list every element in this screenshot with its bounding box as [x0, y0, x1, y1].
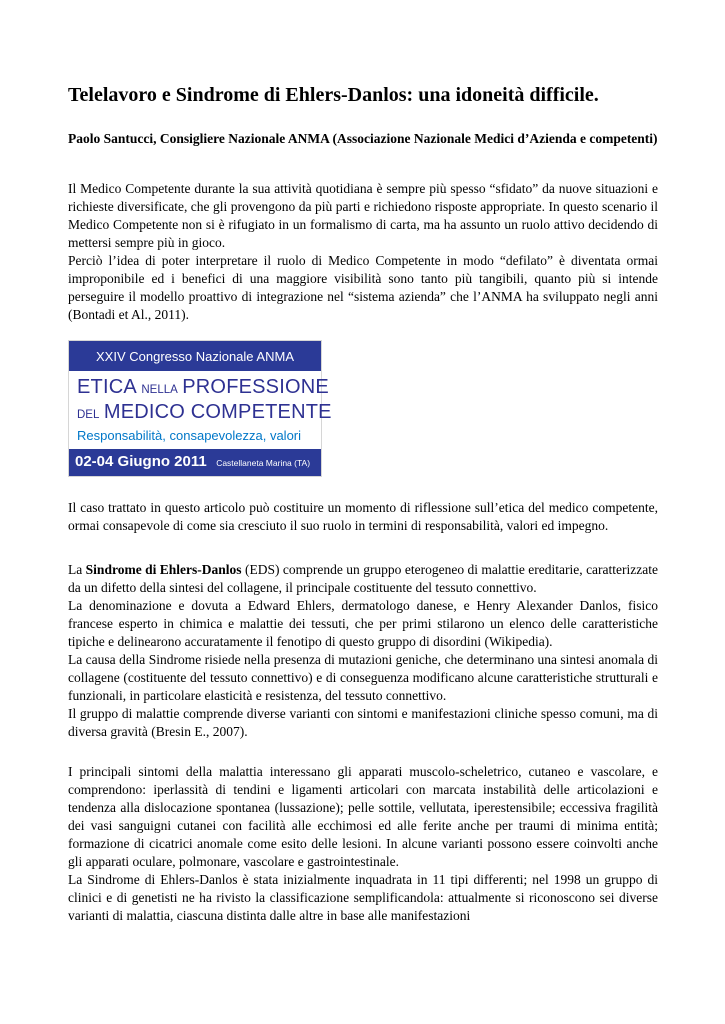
banner-word-etica: ETICA [77, 376, 137, 398]
banner-theme-line2 [77, 401, 332, 426]
banner-subtitle: Responsabilità, consapevolezza, valori [77, 428, 302, 443]
paragraph-1: Il Medico Competente durante la sua attività quotidiana è sempre più spesso “sfidato” da nuove situazioni e richieste diversificate, che gli provengono da più parti e richiedono risposte appropriate. In questo scenario il Medico Competente non si è rifugiato in un formalismo di carta, ma ha assunto un ruolo attivo decidendo di mettersi sempre più in gioco. [68, 181, 658, 250]
paragraph-8: I principali sintomi della malattia interessano gli apparati muscolo-scheletrico, cutaneo e vascolare, e comprendono: iperlassità di tendini e ligamenti articolari con marcata instabilità delle articolazioni e tendenza alla dislocazione spontanea (lussazione); pelle sottile, vellutata, iperestensibile; eccessiva fragilità dei vasi sanguigni cutanei con facilità alle ecchimosi ed alle ferite anche per traumi di minima entità; formazione di cicatrici anomale come esito delle lesioni. In alcune varianti possono essere coinvolti anche gli apparati oculare, polmonare, vascolare e gastrointestinale. [68, 764, 658, 869]
paragraph-4 [68, 561, 658, 597]
paragraph-7: Il gruppo di malattie comprende diverse varianti con sintomi e manifestazioni cliniche spesso comuni, ma di diversa gravità (Bresin E., 2007). [68, 706, 658, 739]
eds-definition-block [68, 561, 658, 741]
author-byline: Paolo Santucci, Consigliere Nazionale ANMA (Associazione Nazionale Medici d’Azienda e competenti) [68, 131, 658, 146]
banner-word-professione: PROFESSIONE [182, 376, 329, 398]
congress-banner [68, 340, 332, 477]
banner-congress-name: XXIV Congresso Nazionale ANMA [69, 341, 321, 371]
banner-location: Castellaneta Marina (TA) [216, 458, 311, 468]
banner-date: 02-04 Giugno 2011 [75, 453, 207, 470]
paragraph-4-prefix: La [68, 562, 86, 577]
banner-word-nella: NELLA [141, 384, 178, 396]
document-title: Telelavoro e Sindrome di Ehlers-Danlos: una idoneità difficile. [68, 84, 599, 106]
paragraph-5: La denominazione e dovuta a Edward Ehlers, dermatologo danese, e Henry Alexander Danlos, fisico francese esperto in chimica e malattie dei tessuti, che per primi stilarono un elenco delle caratteristiche tipiche e delinearono accuratamente il fenotipo di questo gruppo di disordini (Wikipedia). [68, 598, 658, 649]
intro-block [68, 180, 658, 324]
symptoms-block [68, 763, 658, 925]
paragraph-2: Perciò l’idea di poter interpretare il ruolo di Medico Competente in modo “defilato” è diventata ormai improponibile ed i benefici di una maggiore visibilità sono tanto più tangibili, quanto più si intende perseguire il modello proattivo di integrazione nel “sistema azienda” che l’ANMA ha sviluppato negli anni (Bontadi et Al., 2011). [68, 253, 658, 322]
paragraph-3: Il caso trattato in questo articolo può costituire un momento di riflessione sull’etica del medico competente, ormai consapevole di come sia cresciuto il suo ruolo in termini di responsabilità, valori ed impegno. [68, 500, 658, 533]
paragraph-6: La causa della Sindrome risiede nella presenza di mutazioni geniche, che determinano una sintesi anomala di collagene (costituente del tessuto connettivo) e di conseguenza modificano alcune caratteristiche strutturali e funzionali, in particolare elasticità e resistenza, del tessuto connettivo. [68, 652, 658, 703]
banner-word-del: DEL [77, 409, 100, 421]
paragraph-9: La Sindrome di Ehlers-Danlos è stata inizialmente inquadrata in 11 tipi differenti; nel 1998 un gruppo di clinici e di genetisti ne ha rivisto la classificazione semplificandola: attualmente si riconoscono sei diverse varianti di malattia, ciascuna distinta dalle altre in base alle manifestazioni [68, 872, 658, 923]
banner-word-medico-competente: MEDICO COMPETENTE [103, 401, 332, 423]
eds-term-bold: Sindrome di Ehlers-Danlos [85, 562, 242, 577]
banner-theme [69, 371, 332, 449]
banner-date-strip [69, 449, 321, 476]
paragraph-4-rest: (EDS) comprende un gruppo eterogeneo di malattie ereditarie, caratterizzate da un difetto della sintesi del collagene, il principale costituente del tessuto connettivo. [68, 562, 658, 595]
banner-theme-line1 [77, 376, 329, 401]
